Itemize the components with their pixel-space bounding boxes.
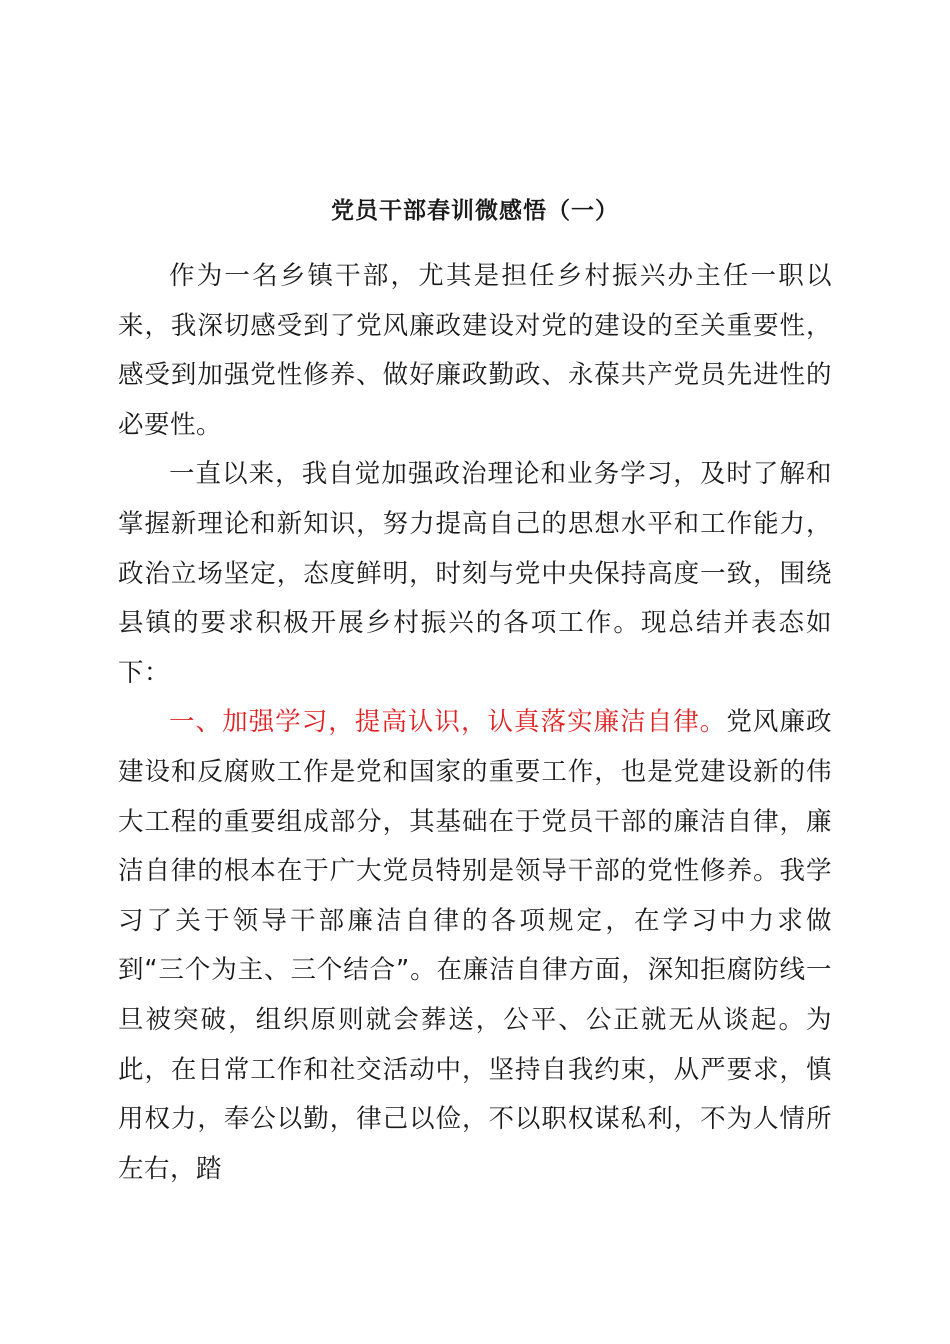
paragraph-section-one <box>118 698 832 1194</box>
paragraph-text: 作为一名乡镇干部，尤其是担任乡村振兴办主任一职以来，我深切感受到了党风廉政建设对党的建设的至关重要性，感受到加强党性修养、做好廉政勤政、永葆共产党员先进性的必要性。 <box>118 261 832 440</box>
section-heading: 一、加强学习，提高认识，认真落实廉洁自律。 <box>169 707 727 738</box>
paragraph-intro <box>118 252 832 450</box>
document-body <box>118 252 832 1194</box>
paragraph-text: 一直以来，我自觉加强政治理论和业务学习，及时了解和掌握新理论和新知识，努力提高自己的思想水平和工作能力，政治立场坚定，态度鲜明，时刻与党中央保持高度一致，围绕县镇的要求积极开展乡村振兴的各项工作。现总结并表态如下： <box>118 459 832 688</box>
document-title: 党员干部春训微感悟（一） <box>331 198 619 224</box>
paragraph-summary <box>118 450 832 698</box>
paragraph-text: 党风廉政建设和反腐败工作是党和国家的重要工作，也是党建设新的伟大工程的重要组成部分，其基础在于党员干部的廉洁自律，廉洁自律的根本在于广大党员特别是领导干部的党性修养。我学习了关于领导干部廉洁自律的各项规定，在学习中力求做到“三个为主、三个结合”。在廉洁自律方面，深知拒腐防线一旦被突破，组织原则就会葬送，公平、公正就无从谈起。为此，在日常工作和社交活动中，坚持自我约束，从严要求，慎用权力，奉公以勤，律己以俭，不以职权谋私利，不为人情所左右，踏 <box>118 707 832 1184</box>
